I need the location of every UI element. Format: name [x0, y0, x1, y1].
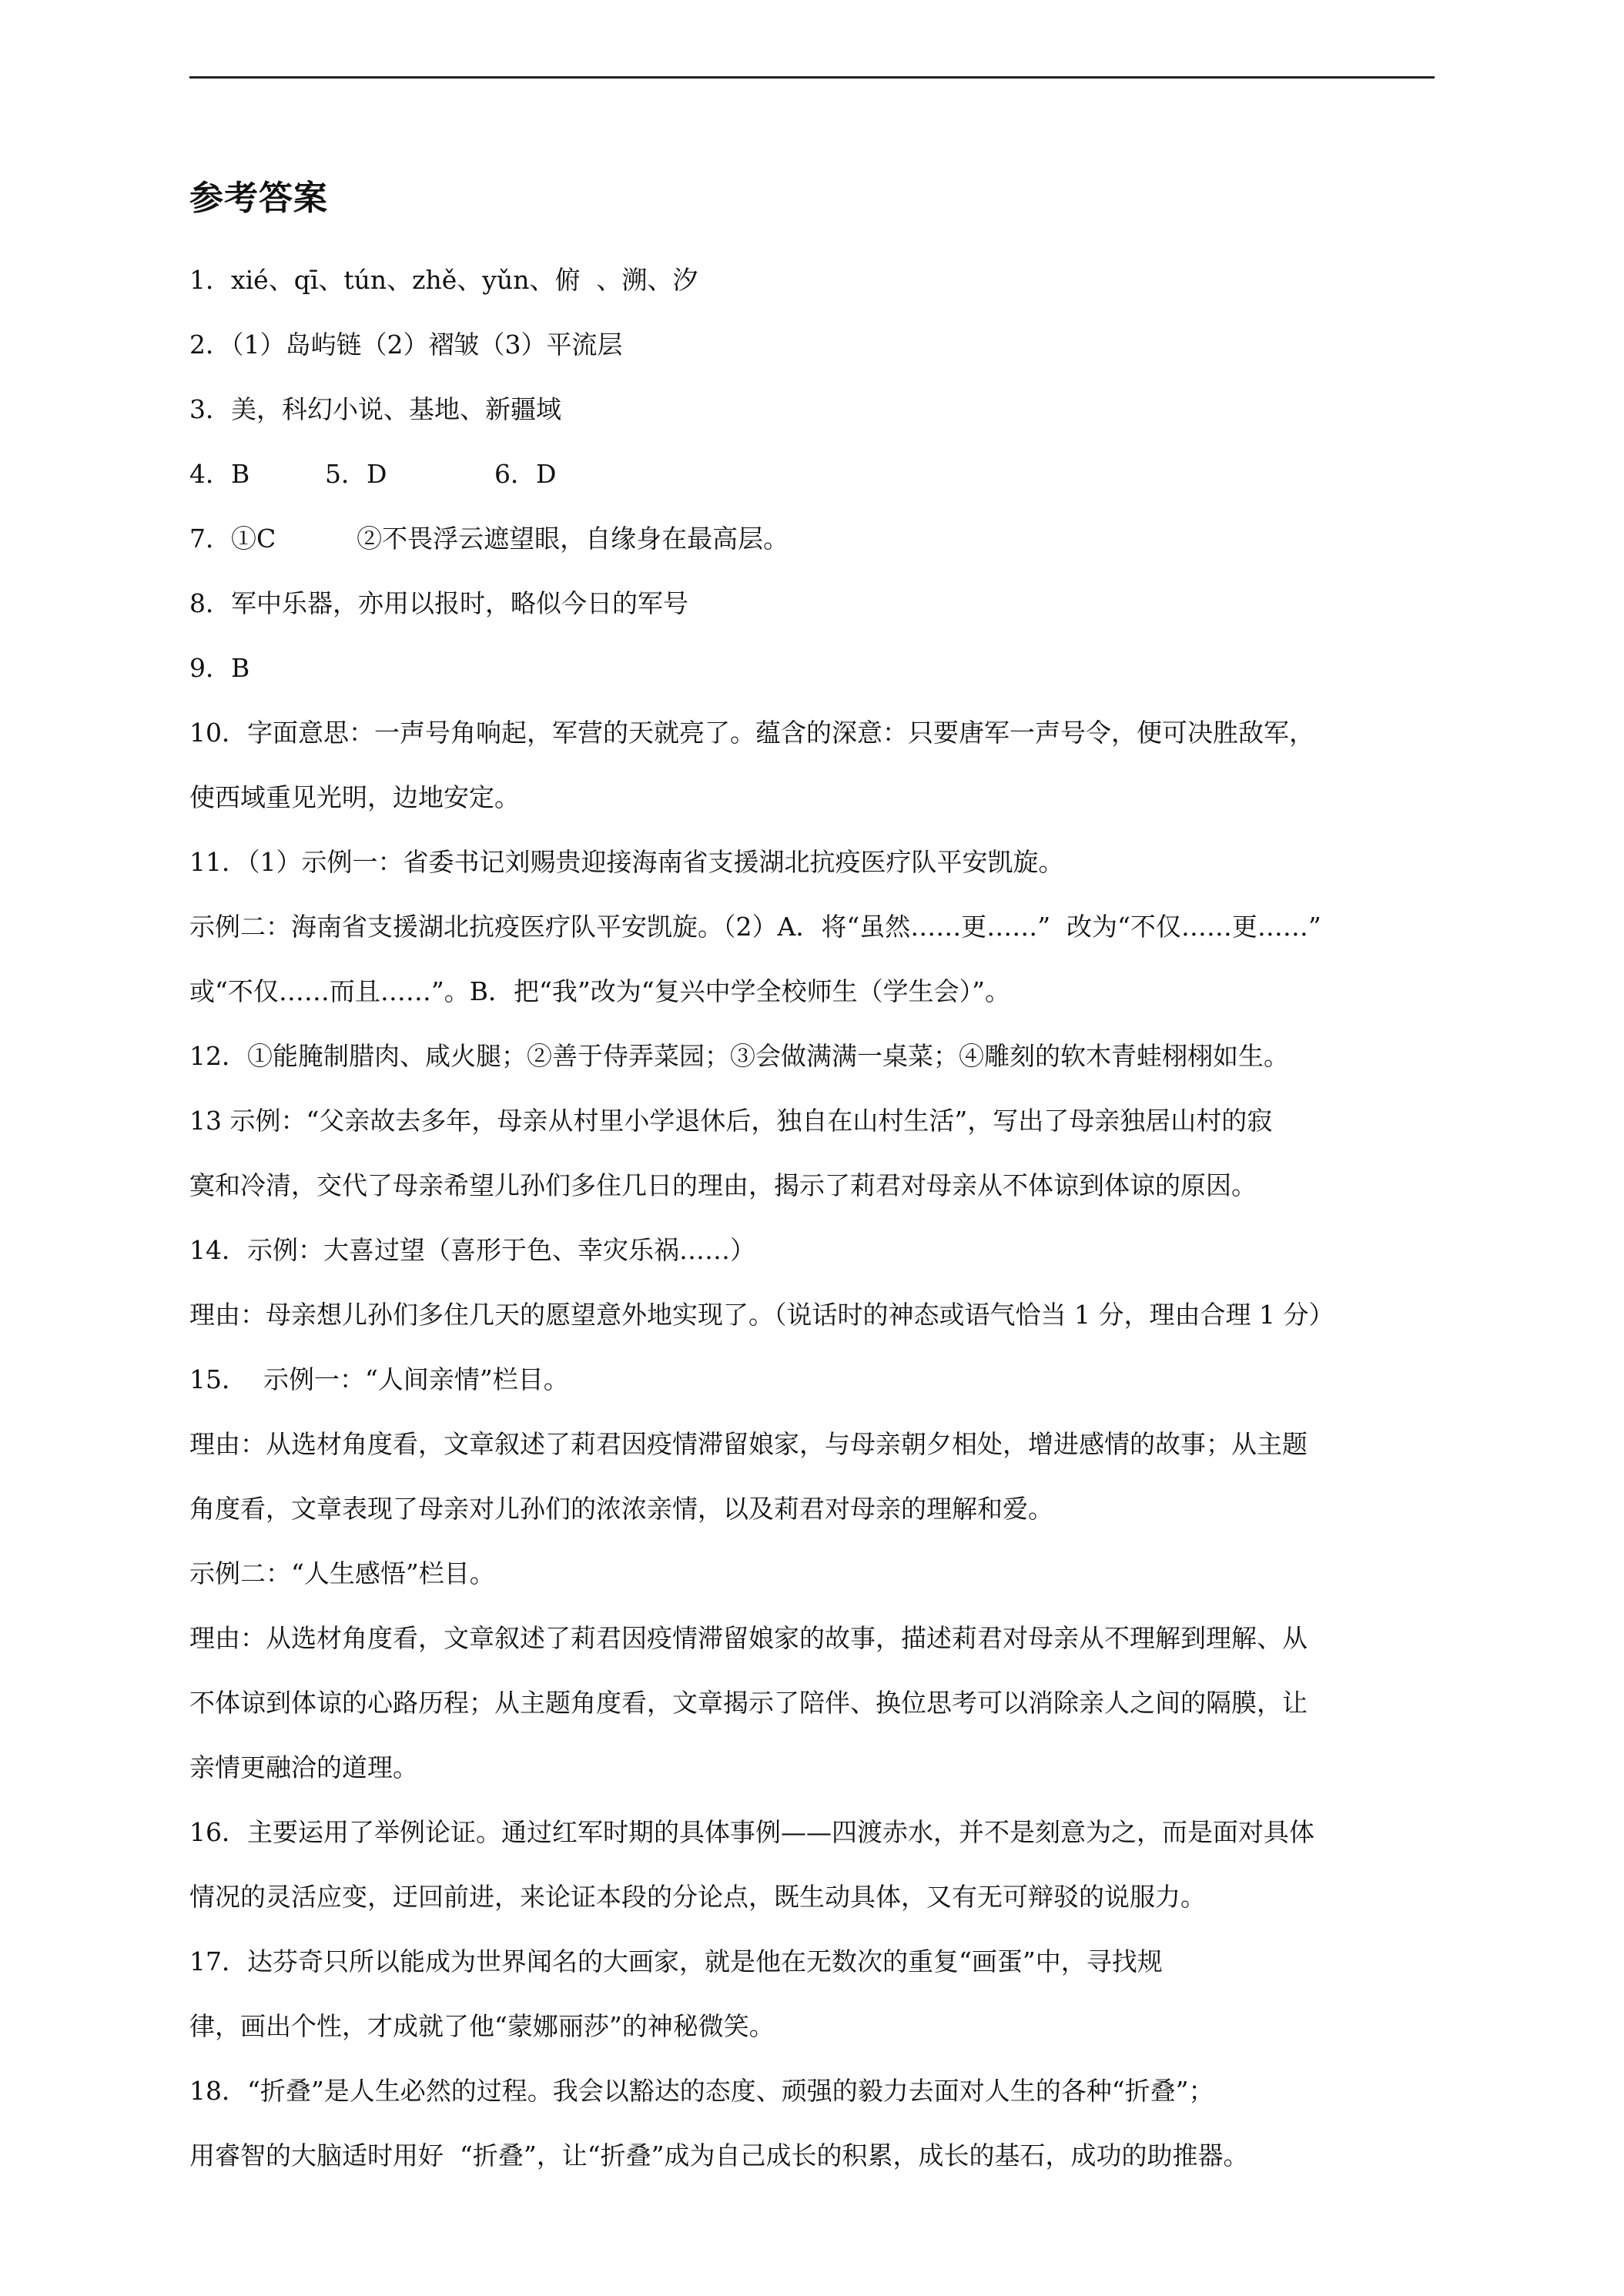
answer-3: 3．美，科幻小说、基地、新疆域	[189, 394, 561, 424]
answer-2: 2．（1）岛屿链（2）褶皱（3）平流层	[189, 330, 623, 360]
answer-13-line-2: 寞和冷清，交代了母亲希望儿孙们多住几日的理由，揭示了莉君对母亲从不体谅到体谅的原因。	[189, 1170, 1257, 1200]
answer-12: 12．①能腌制腊肉、咸火腿；②善于侍弄菜园；③会做满满一桌菜；④雕刻的软木青蛙栩栩如生。	[189, 1041, 1289, 1071]
answer-16-line-1: 16．主要运用了举例论证。通过红军时期的具体事例——四渡赤水，并不是刻意为之，而是面对具体	[189, 1817, 1314, 1847]
header-divider	[189, 76, 1435, 79]
answer-13-line-1: 13 示例：“父亲故去多年，母亲从村里小学退休后，独自在山村生活”，写出了母亲独居山村的寂	[189, 1106, 1273, 1136]
answer-6: 6．D	[494, 459, 557, 489]
answer-11-line-1: 11．（1）示例一：省委书记刘赐贵迎接海南省支援湖北抗疫医疗队平安凯旋。	[189, 847, 1064, 877]
answer-17-line-2: 律，画出个性，才成就了他“蒙娜丽莎”的神秘微笑。	[189, 2011, 775, 2041]
answer-8: 8．军中乐器，亦用以报时，略似今日的军号	[189, 588, 688, 618]
answer-15-line-3: 角度看，文章表现了母亲对儿孙们的浓浓亲情，以及莉君对母亲的理解和爱。	[189, 1494, 1053, 1524]
answer-15-line-1: 15． 示例一：“人间亲情”栏目。	[189, 1364, 569, 1394]
answer-17-line-1: 17．达芬奇只所以能成为世界闻名的大画家，就是他在无数次的重复“画蛋”中，寻找规	[189, 1946, 1163, 1976]
answer-15-line-4: 示例二：“人生感悟”栏目。	[189, 1558, 495, 1588]
answer-10-line-1: 10．字面意思：一声号角响起，军营的天就亮了。蕴含的深意：只要唐军一声号令，便可决胜敌军，	[189, 718, 1314, 748]
answer-14-line-1: 14．示例：大喜过望（喜形于色、幸灾乐祸……）	[189, 1235, 755, 1265]
answers-4-to-6	[189, 442, 1452, 507]
answer-14-line-2: 理由：母亲想儿孙们多住几天的愿望意外地实现了。（说话时的神态或语气恰当 1 分，理由合理 1 分）	[189, 1300, 1334, 1330]
answer-16-line-2: 情况的灵活应变，迂回前进，来论证本段的分论点，既生动具体，又有无可辩驳的说服力。	[189, 1882, 1206, 1912]
answer-15-line-5: 理由：从选材角度看，文章叙述了莉君因疫情滞留娘家的故事，描述莉君对母亲从不理解到理解、从	[189, 1623, 1308, 1653]
answer-10-line-2: 使西域重见光明，边地安定。	[189, 782, 520, 812]
answer-11-line-3: 或“不仅……而且……”。B．把“我”改为“复兴中学全校师生（学生会）”。	[189, 976, 1010, 1006]
page-title: 参考答案	[189, 179, 328, 218]
answer-15-line-6: 不体谅到体谅的心路历程；从主题角度看，文章揭示了陪伴、换位思考可以消除亲人之间的隔膜，让	[189, 1688, 1308, 1718]
answer-15-line-2: 理由：从选材角度看，文章叙述了莉君因疫情滞留娘家，与母亲朝夕相处，增进感情的故事；从主题	[189, 1429, 1308, 1459]
answer-18-line-1: 18．“折叠”是人生必然的过程。我会以豁达的态度、顽强的毅力去面对人生的各种“折叠”；	[189, 2076, 1214, 2106]
answer-4: 4．B	[189, 459, 250, 489]
answer-list	[189, 248, 1452, 2188]
answer-9: 9．B	[189, 653, 250, 683]
answer-1: 1．xié、qī、tún、zhě、yǔn、俯 、溯、汐	[189, 265, 698, 295]
answer-5: 5．D	[325, 459, 387, 489]
answer-11-line-2: 示例二：海南省支援湖北抗疫医疗队平安凯旋。（2）A．将“虽然……更……” 改为“不仅……更……”	[189, 912, 1321, 942]
answer-15-line-7: 亲情更融洽的道理。	[189, 1752, 418, 1782]
answer-7: 7．①C ②不畏浮云遮望眼，自缘身在最高层。	[189, 524, 789, 554]
answer-18-line-2: 用睿智的大脑适时用好 “折叠”，让“折叠”成为自己成长的积累，成长的基石，成功的助推器。	[189, 2140, 1249, 2170]
